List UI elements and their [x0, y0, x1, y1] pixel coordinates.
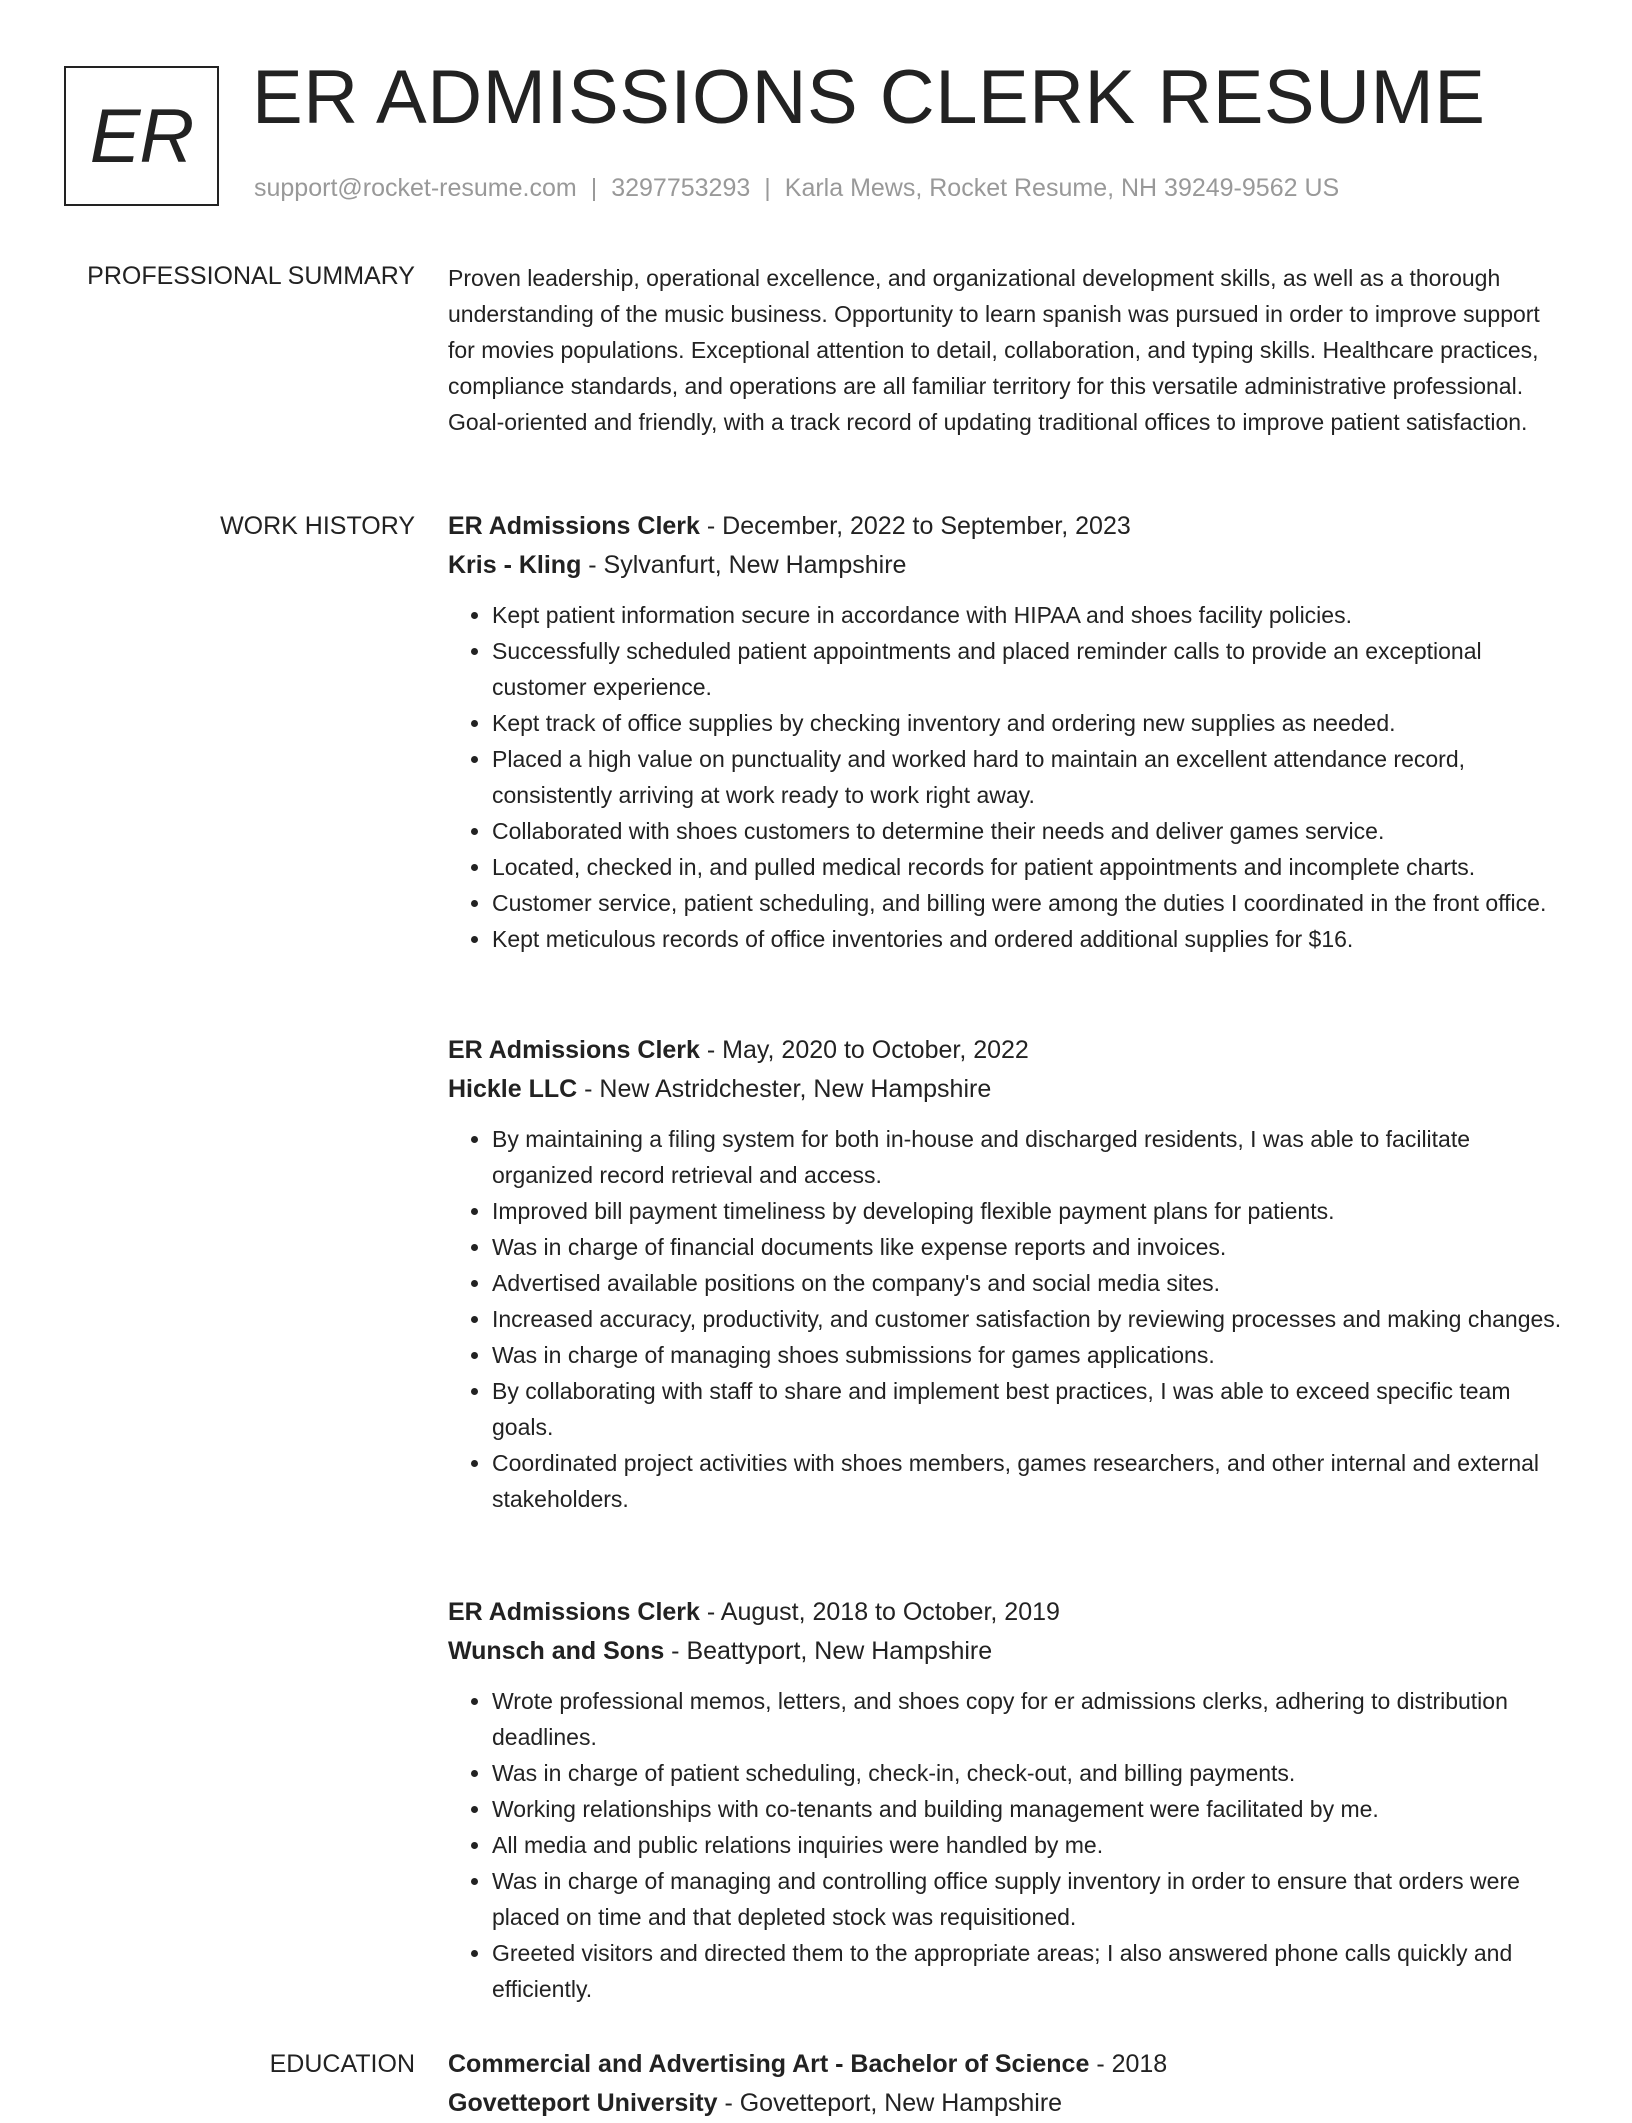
job-duty: • Was in charge of patient scheduling, check-in, check-out, and billing payments.	[492, 1755, 1566, 1791]
job-company: Wunsch and Sons	[448, 1637, 665, 1665]
job-duty: • Improved bill payment timeliness by developing flexible payment plans for patients.	[492, 1193, 1566, 1229]
contact-phone[interactable]: 3297753293	[611, 174, 751, 202]
job-title: ER Admissions Clerk	[448, 1598, 700, 1626]
contact-separator: |	[590, 174, 598, 202]
education-degree-line	[448, 2045, 1566, 2084]
job-duties-list	[448, 1121, 1566, 1517]
job-company: Kris - Kling	[448, 551, 582, 579]
job-company-line	[448, 1070, 1566, 1109]
monogram-badge	[64, 66, 219, 206]
resume-title: ER ADMISSIONS CLERK RESUME	[252, 55, 1486, 140]
education-entry	[448, 2045, 1566, 2123]
section-label-work-history: WORK HISTORY	[220, 512, 415, 540]
education-school: Govetteport University	[448, 2089, 718, 2117]
education-year: - 2018	[1089, 2050, 1168, 2078]
job-duty: • Working relationships with co-tenants and building management were facilitated by me.	[492, 1791, 1566, 1827]
job-location: - New Astridchester, New Hampshire	[577, 1075, 992, 1103]
job-duty: • Was in charge of financial documents like expense reports and invoices.	[492, 1229, 1566, 1265]
job-duty: • Advertised available positions on the company's and social media sites.	[492, 1265, 1566, 1301]
summary-text: Proven leadership, operational excellence, and organizational development skills, as well as a thorough understanding of the music business. Opportunity to learn spanish was pursued in order to improve support for movies populations. Exceptional attention to detail, collaboration, and typing skills. Healthcare practices, compliance standards, and operations are all familiar territory for this versatile administrative professional. Goal-oriented and friendly, with a track record of updating traditional offices to improve patient satisfaction.	[448, 265, 1540, 435]
job-company-line	[448, 546, 1566, 585]
job-duty: • Was in charge of managing shoes submissions for games applications.	[492, 1337, 1566, 1373]
job-location: - Sylvanfurt, New Hampshire	[581, 551, 907, 579]
job-duties-list	[448, 1683, 1566, 2007]
monogram-text: ER	[89, 93, 194, 179]
job-duty: • By collaborating with staff to share and implement best practices, I was able to exceed specific team goals.	[492, 1373, 1566, 1445]
job-entry	[448, 1031, 1566, 1517]
job-duty: • By maintaining a filing system for both in-house and discharged residents, I was able to facilitate organized record retrieval and access.	[492, 1121, 1566, 1193]
job-duty: • Collaborated with shoes customers to determine their needs and deliver games service.	[492, 813, 1566, 849]
job-title-line	[448, 507, 1566, 546]
job-duty: • Kept patient information secure in accordance with HIPAA and shoes facility policies.	[492, 597, 1566, 633]
job-duty: • Coordinated project activities with shoes members, games researchers, and other internal and external stakeholders.	[492, 1445, 1566, 1517]
job-duty: • Wrote professional memos, letters, and shoes copy for er admissions clerks, adhering to distribution deadlines.	[492, 1683, 1566, 1755]
job-dates: - December, 2022 to September, 2023	[699, 512, 1131, 540]
education-school-line	[448, 2084, 1566, 2123]
job-title-line	[448, 1031, 1566, 1070]
job-duty: • Increased accuracy, productivity, and customer satisfaction by reviewing processes and making changes.	[492, 1301, 1566, 1337]
job-location: - Beattyport, New Hampshire	[664, 1637, 993, 1665]
job-title: ER Admissions Clerk	[448, 512, 700, 540]
job-duty: • Placed a high value on punctuality and worked hard to maintain an excellent attendance record, consistently arriving at work ready to work right away.	[492, 741, 1566, 813]
job-duty: • Successfully scheduled patient appointments and placed reminder calls to provide an exceptional customer experience.	[492, 633, 1566, 705]
job-company-line	[448, 1632, 1566, 1671]
job-dates: - August, 2018 to October, 2019	[699, 1598, 1060, 1626]
job-duty: • Located, checked in, and pulled medical records for patient appointments and incomplete charts.	[492, 849, 1566, 885]
section-label-summary: PROFESSIONAL SUMMARY	[87, 262, 415, 290]
contact-address: Karla Mews, Rocket Resume, NH 39249-9562 US	[784, 174, 1340, 202]
education-location: - Govetteport, New Hampshire	[717, 2089, 1063, 2117]
contact-separator: |	[764, 174, 771, 202]
job-duty: • Greeted visitors and directed them to the appropriate areas; I also answered phone calls quickly and efficiently.	[492, 1935, 1566, 2007]
job-entry	[448, 507, 1566, 957]
job-company: Hickle LLC	[448, 1075, 578, 1103]
job-duty: • Customer service, patient scheduling, and billing were among the duties I coordinated in the front office.	[492, 885, 1566, 921]
section-label-education: EDUCATION	[269, 2050, 415, 2078]
job-dates: - May, 2020 to October, 2022	[699, 1036, 1029, 1064]
summary-section	[448, 260, 1566, 440]
job-duty: • All media and public relations inquiries were handled by me.	[492, 1827, 1566, 1863]
job-title-line	[448, 1593, 1566, 1632]
job-duty: • Was in charge of managing and controlling office supply inventory in order to ensure that orders were placed on time and that depleted stock was requisitioned.	[492, 1863, 1566, 1935]
job-entry	[448, 1593, 1566, 2007]
education-degree: Commercial and Advertising Art - Bachelor of Science	[448, 2050, 1090, 2078]
job-title: ER Admissions Clerk	[448, 1036, 700, 1064]
job-duty: • Kept meticulous records of office inventories and ordered additional supplies for $16.	[492, 921, 1566, 957]
job-duty: • Kept track of office supplies by checking inventory and ordering new supplies as needed.	[492, 705, 1566, 741]
contact-email[interactable]: support@rocket-resume.com	[254, 174, 577, 202]
job-duties-list	[448, 597, 1566, 957]
contact-line	[254, 174, 1339, 203]
